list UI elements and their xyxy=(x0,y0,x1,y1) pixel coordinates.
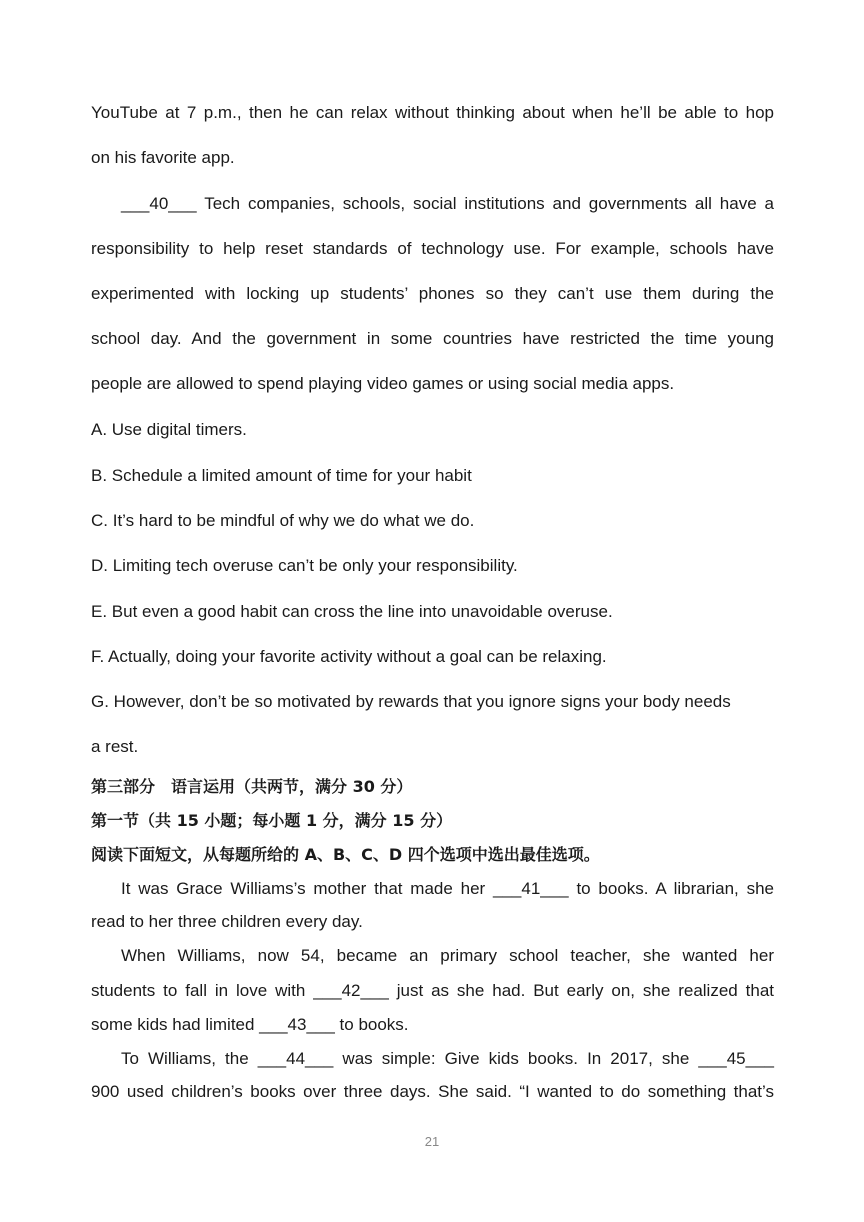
option-f: F. Actually, doing your favorite activity without a goal can be relaxing. xyxy=(91,647,607,666)
cloze-line: students to fall in love with ___42___ just as she had. But early on, she realized that xyxy=(91,981,774,1000)
cloze-line: 900 used children’s books over three days. She said. “I wanted to do something that’s xyxy=(91,1082,774,1101)
cloze-line: read to her three children every day. xyxy=(91,912,363,931)
cloze-line: When Williams, now 54, became an primary school teacher, she wanted her xyxy=(121,946,774,965)
option-g-continued: a rest. xyxy=(91,737,139,756)
option-d: D. Limiting tech overuse can’t be only your responsibility. xyxy=(91,556,518,575)
option-a: A. Use digital timers. xyxy=(91,420,247,439)
cloze-line: some kids had limited ___43___ to books. xyxy=(91,1015,409,1034)
passage-line: school day. And the government in some countries have restricted the time young xyxy=(91,329,774,348)
passage-line: on his favorite app. xyxy=(91,148,235,167)
option-g: G. However, don’t be so motivated by rewards that you ignore signs your body needs xyxy=(91,692,731,711)
option-b: B. Schedule a limited amount of time for your habit xyxy=(91,466,472,485)
passage-line: people are allowed to spend playing video games or using social media apps. xyxy=(91,374,675,393)
passage-line: responsibility to help reset standards of technology use. For example, schools have xyxy=(91,239,774,258)
cloze-line: To Williams, the ___44___ was simple: Give kids books. In 2017, she ___45___ xyxy=(121,1049,774,1068)
passage-line: YouTube at 7 p.m., then he can relax without thinking about when he’ll be able to hop xyxy=(91,103,774,122)
option-e: E. But even a good habit can cross the line into unavoidable overuse. xyxy=(91,602,613,621)
passage-line: ___40___ Tech companies, schools, social institutions and governments all have a xyxy=(121,194,774,213)
page-number: 21 xyxy=(424,1134,440,1149)
passage-line: experimented with locking up students’ phones so they can’t use them during the xyxy=(91,284,774,303)
option-c: C. It’s hard to be mindful of why we do what we do. xyxy=(91,511,475,530)
cloze-line: It was Grace Williams’s mother that made her ___41___ to books. A librarian, she xyxy=(121,879,774,898)
part-title: 第三部分 语言运用（共两节，满分 30 分） xyxy=(91,777,413,796)
subsection-title: 第一节（共 15 小题；每小题 1 分，满分 15 分） xyxy=(91,811,453,830)
instruction: 阅读下面短文，从每题所给的 A、B、C、D 四个选项中选出最佳选项。 xyxy=(91,845,600,864)
